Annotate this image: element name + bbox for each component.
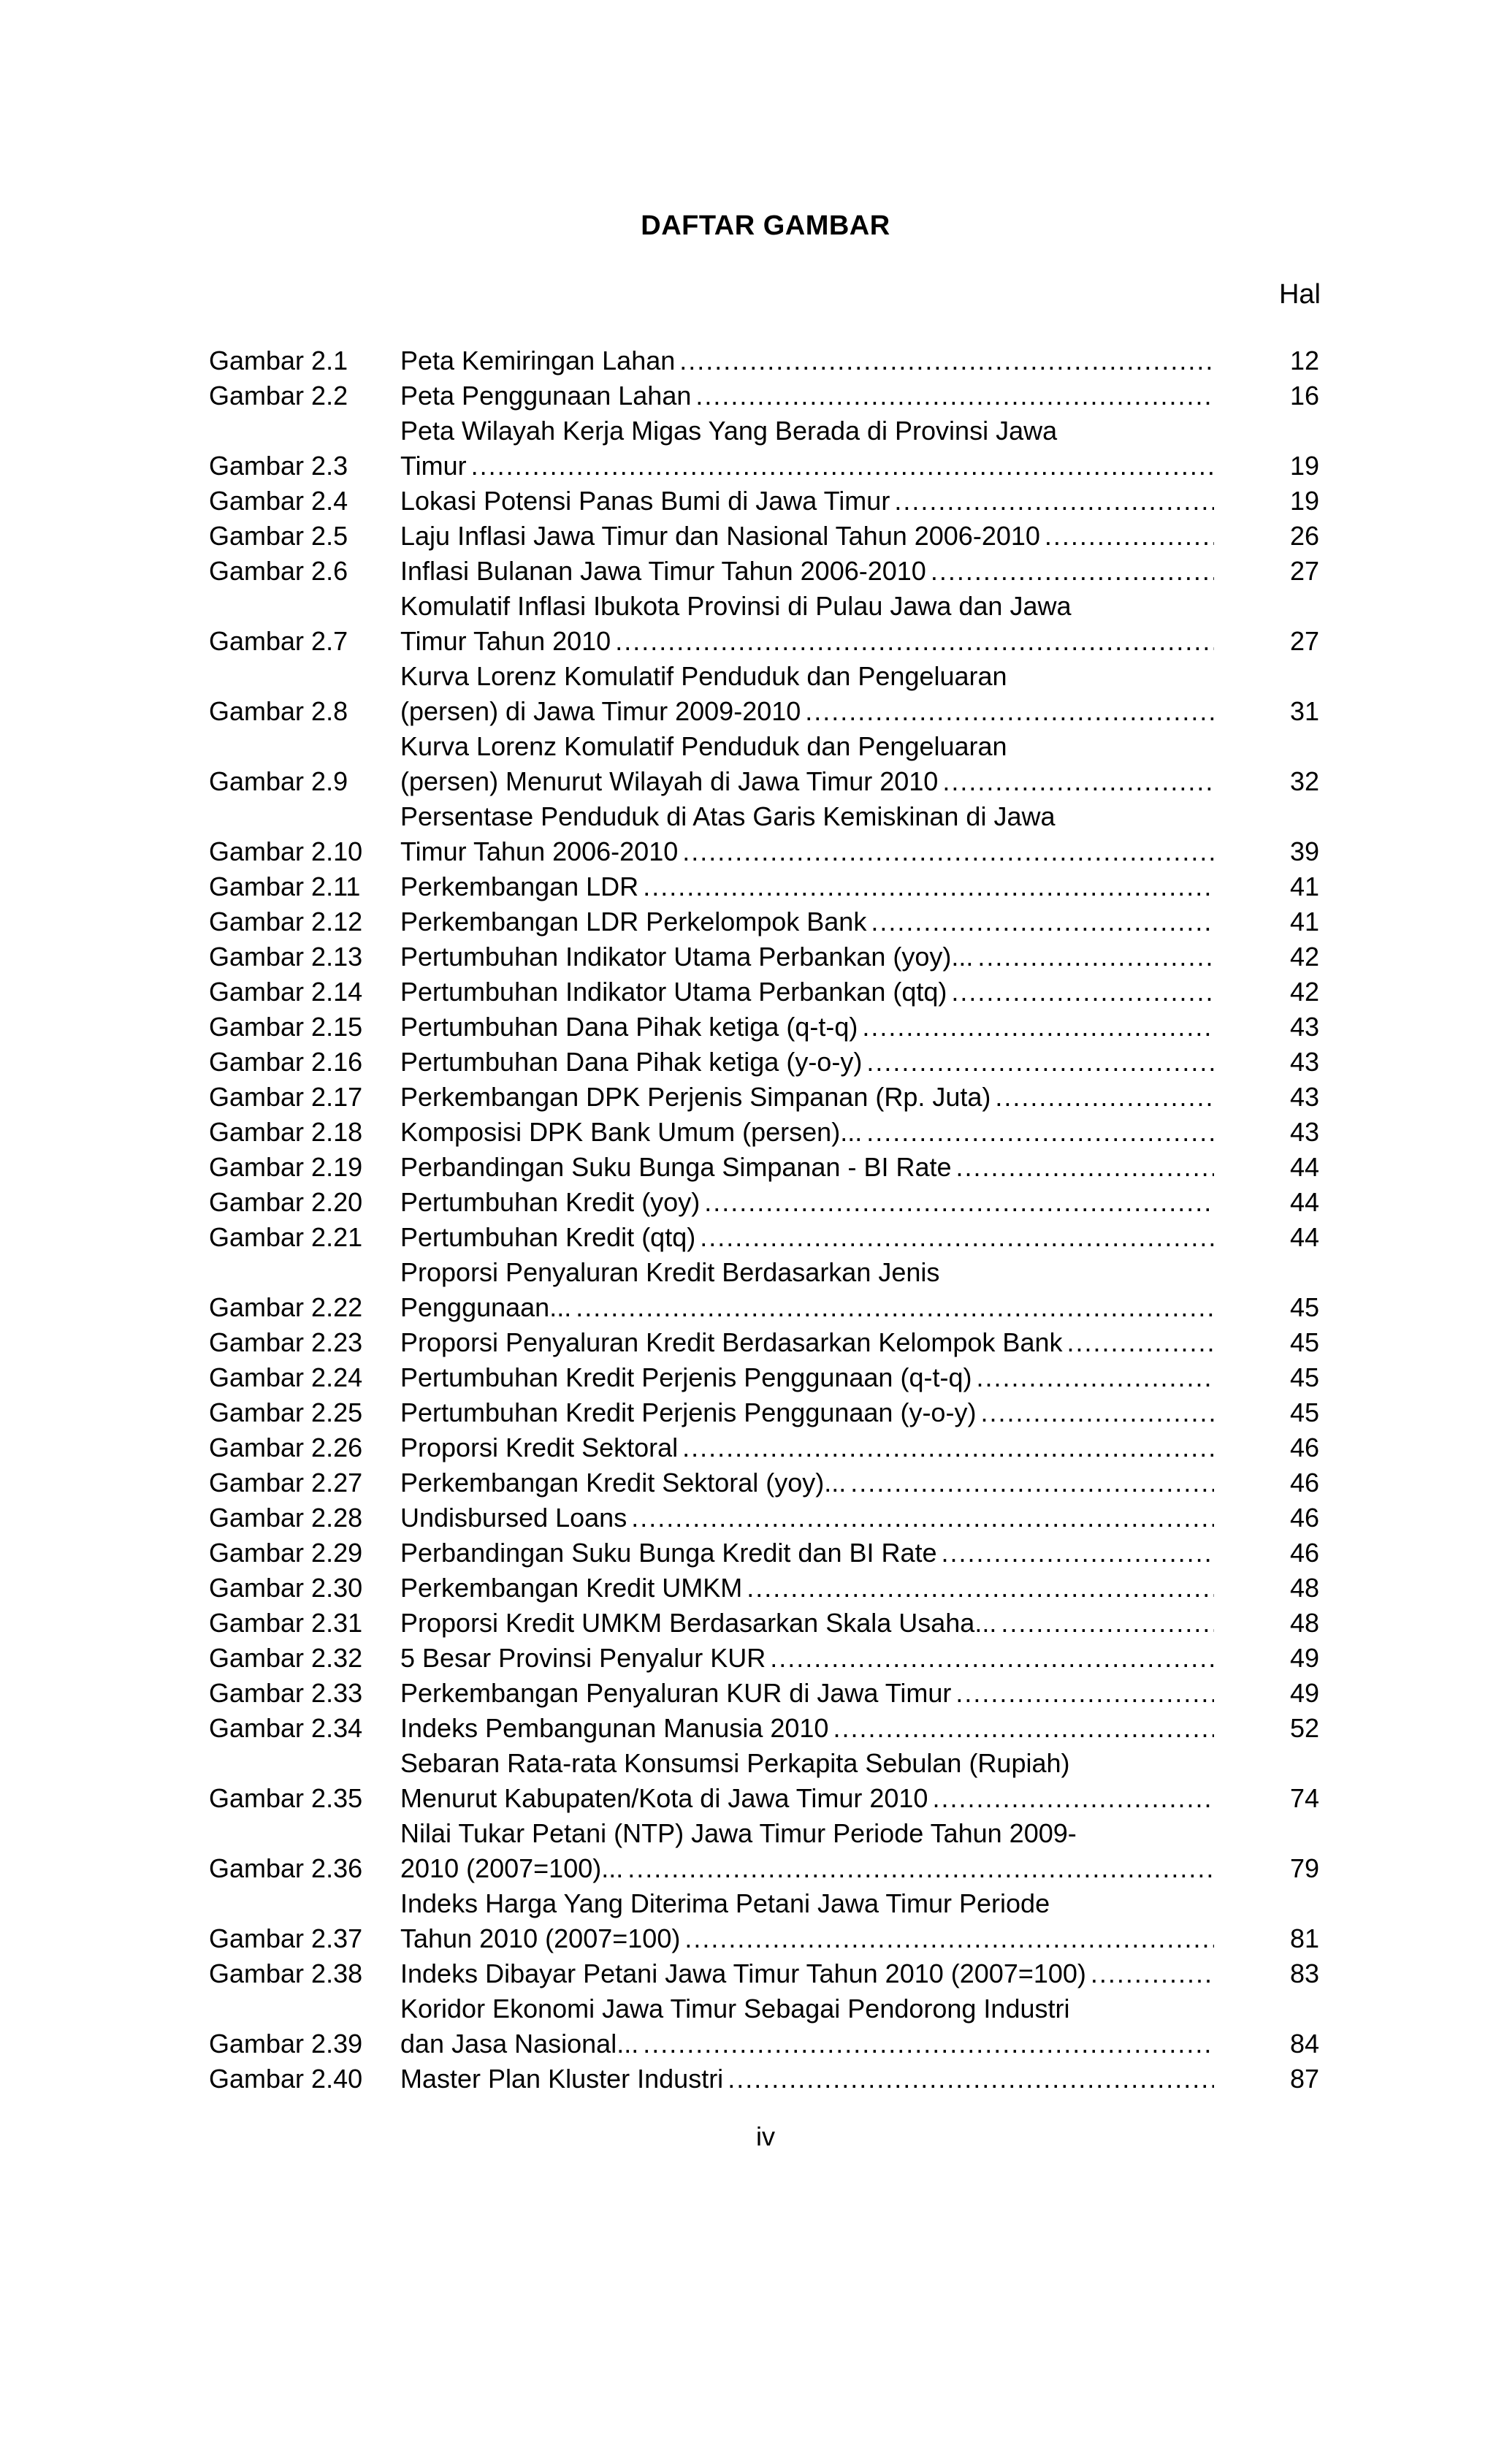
figure-title (400, 2061, 1218, 2097)
figure-title-line: Perkembangan Kredit UMKM (400, 1573, 743, 1603)
figure-title (400, 904, 1218, 939)
figure-title (400, 378, 1218, 413)
figure-title (400, 1816, 1218, 1886)
toc-entry (209, 1711, 1319, 1746)
dot-leader (1067, 1325, 1215, 1360)
figure-title (400, 413, 1218, 484)
page-number: iv (756, 2121, 775, 2151)
figure-title-line: Indeks Harga Yang Diterima Petani Jawa Timur Periode (400, 1888, 1050, 1918)
figure-title (400, 519, 1218, 554)
dot-leader (471, 449, 1214, 484)
page-ref: 83 (1289, 1958, 1319, 1988)
figure-title (400, 1185, 1218, 1220)
toc-entry (209, 1886, 1319, 1956)
page-ref: 43 (1289, 1117, 1319, 1147)
figure-number: Gambar 2.36 (209, 1853, 363, 1883)
figure-number: Gambar 2.14 (209, 977, 363, 1007)
toc-entry (209, 1571, 1319, 1606)
page-title: DAFTAR GAMBAR (641, 210, 890, 241)
figure-number: Gambar 2.31 (209, 1608, 363, 1638)
page-ref: 27 (1289, 626, 1319, 656)
toc-entry (209, 1325, 1319, 1360)
page-ref: 48 (1289, 1608, 1319, 1638)
figure-title (400, 1115, 1218, 1150)
figure-number: Gambar 2.26 (209, 1433, 363, 1462)
figure-title-line: Komposisi DPK Bank Umum (persen)... (400, 1117, 863, 1147)
figure-title-line: Proporsi Kredit Sektoral (400, 1433, 679, 1462)
figure-number: Gambar 2.35 (209, 1783, 363, 1813)
toc-entry (209, 869, 1319, 904)
figure-title-line: Pertumbuhan Kredit Perjenis Penggunaan (q-t-q) (400, 1362, 972, 1392)
figure-title-line: 5 Besar Provinsi Penyalur KUR (400, 1643, 766, 1673)
figure-number: Gambar 2.25 (209, 1397, 363, 1427)
figure-title-line: Inflasi Bulanan Jawa Timur Tahun 2006-2010 (400, 556, 926, 586)
figure-title-line: Pertumbuhan Dana Pihak ketiga (y-o-y) (400, 1047, 863, 1077)
figure-number: Gambar 2.4 (209, 486, 348, 516)
toc-entry (209, 1080, 1319, 1115)
figure-title-line: 2010 (2007=100)... (400, 1853, 624, 1883)
dot-leader (942, 1536, 1214, 1571)
figure-title-line: Laju Inflasi Jawa Timur dan Nasional Tahun 2006-2010 (400, 521, 1040, 551)
figure-number: Gambar 2.8 (209, 696, 348, 726)
dot-leader (976, 1360, 1214, 1395)
figure-title-line: Sebaran Rata-rata Konsumsi Perkapita Sebulan (Rupiah) (400, 1748, 1070, 1778)
figure-number: Gambar 2.23 (209, 1327, 363, 1357)
figure-title-line: Koridor Ekonomi Jawa Timur Sebagai Pendorong Industri (400, 1994, 1070, 2024)
figure-number: Gambar 2.6 (209, 556, 348, 586)
page-ref: 49 (1289, 1643, 1319, 1673)
dot-leader (894, 484, 1214, 519)
toc-entry (209, 939, 1319, 974)
figure-title-line: Menurut Kabupaten/Kota di Jawa Timur 2010 (400, 1783, 928, 1813)
figure-title (400, 1395, 1218, 1430)
figure-title-line: Komulatif Inflasi Ibukota Provinsi di Pulau Jawa dan Jawa (400, 591, 1072, 621)
figure-title-line: Proporsi Penyaluran Kredit Berdasarkan Kelompok Bank (400, 1327, 1063, 1357)
figure-number: Gambar 2.28 (209, 1503, 363, 1533)
page-ref: 48 (1289, 1573, 1319, 1603)
figure-title (400, 1711, 1218, 1746)
figure-title (400, 974, 1218, 1010)
page-ref: 41 (1289, 907, 1319, 937)
figure-number: Gambar 2.32 (209, 1643, 363, 1673)
page-ref: 42 (1289, 942, 1319, 972)
figure-title (400, 1746, 1218, 1816)
page-ref: 46 (1289, 1468, 1319, 1498)
page-ref: 49 (1289, 1678, 1319, 1708)
dot-leader (942, 764, 1214, 799)
figure-number: Gambar 2.29 (209, 1538, 363, 1568)
page-ref: 12 (1289, 346, 1319, 375)
figure-number: Gambar 2.7 (209, 626, 348, 656)
figure-title-line: Persentase Penduduk di Atas Garis Kemiskinan di Jawa (400, 801, 1056, 831)
figure-title-line: (persen) di Jawa Timur 2009-2010 (400, 696, 801, 726)
figure-number: Gambar 2.22 (209, 1292, 363, 1322)
dot-leader (850, 1465, 1214, 1500)
figure-title (400, 1045, 1218, 1080)
toc-entry (209, 1185, 1319, 1220)
toc-entry (209, 1536, 1319, 1571)
dot-leader (951, 974, 1214, 1010)
figure-title (400, 1641, 1218, 1676)
page-ref: 41 (1289, 871, 1319, 901)
figure-number: Gambar 2.27 (209, 1468, 363, 1498)
dot-leader (615, 624, 1214, 659)
figure-number: Gambar 2.21 (209, 1222, 363, 1252)
dot-leader (1001, 1606, 1214, 1641)
dot-leader (932, 1781, 1214, 1816)
figure-title-line: Pertumbuhan Indikator Utama Perbankan (yoy)... (400, 942, 974, 972)
figure-number: Gambar 2.5 (209, 521, 348, 551)
figure-title (400, 729, 1218, 799)
dot-leader (862, 1010, 1214, 1045)
page-ref: 43 (1289, 1012, 1319, 1042)
figure-title (400, 1886, 1218, 1956)
toc-entry (209, 1676, 1319, 1711)
figure-title (400, 869, 1218, 904)
figure-title (400, 484, 1218, 519)
toc-entry (209, 589, 1319, 659)
figure-title-line: Tahun 2010 (2007=100) (400, 1923, 681, 1953)
dot-leader (728, 2061, 1214, 2097)
dot-leader (679, 343, 1214, 378)
figure-title (400, 1571, 1218, 1606)
figure-title (400, 1991, 1218, 2061)
toc-entry (209, 378, 1319, 413)
figure-title (400, 1150, 1218, 1185)
figure-number: Gambar 2.34 (209, 1713, 363, 1743)
toc-entry (209, 1641, 1319, 1676)
figure-title (400, 1956, 1218, 1991)
toc-entry (209, 729, 1319, 799)
toc-entry (209, 1500, 1319, 1536)
figure-number: Gambar 2.9 (209, 766, 348, 796)
dot-leader (1091, 1956, 1214, 1991)
figure-list (209, 343, 1319, 2097)
figure-title-line: Timur (400, 451, 467, 481)
toc-entry (209, 1255, 1319, 1325)
dot-leader (695, 378, 1214, 413)
page-ref: 19 (1289, 486, 1319, 516)
page-ref: 81 (1289, 1923, 1319, 1953)
figure-title-line: Kurva Lorenz Komulatif Penduduk dan Pengeluaran (400, 661, 1007, 691)
figure-title-line: Timur Tahun 2006-2010 (400, 836, 679, 866)
figure-number: Gambar 2.38 (209, 1958, 363, 1988)
dot-leader (704, 1185, 1214, 1220)
figure-title-line: Kurva Lorenz Komulatif Penduduk dan Pengeluaran (400, 731, 1007, 761)
page-ref: 45 (1289, 1362, 1319, 1392)
dot-leader (833, 1711, 1214, 1746)
page-ref: 44 (1289, 1222, 1319, 1252)
toc-entry (209, 1360, 1319, 1395)
figure-title-line: Indeks Dibayar Petani Jawa Timur Tahun 2010 (2007=100) (400, 1958, 1086, 1988)
dot-leader (576, 1290, 1214, 1325)
figure-title (400, 1500, 1218, 1536)
figure-title (400, 1325, 1218, 1360)
figure-title-line: Peta Kemiringan Lahan (400, 346, 676, 375)
toc-entry (209, 1220, 1319, 1255)
toc-entry (209, 1115, 1319, 1150)
page-ref: 16 (1289, 381, 1319, 411)
figure-number: Gambar 2.17 (209, 1082, 363, 1112)
figure-title (400, 1676, 1218, 1711)
toc-entry (209, 343, 1319, 378)
page-ref: 44 (1289, 1152, 1319, 1182)
toc-entry (209, 1991, 1319, 2061)
figure-title-line: Proporsi Kredit UMKM Berdasarkan Skala Usaha... (400, 1608, 997, 1638)
figure-title-line: Perkembangan LDR Perkelompok Bank (400, 907, 867, 937)
figure-number: Gambar 2.37 (209, 1923, 363, 1953)
page-ref: 46 (1289, 1503, 1319, 1533)
toc-entry (209, 1045, 1319, 1080)
toc-entry (209, 1465, 1319, 1500)
toc-entry (209, 1956, 1319, 1991)
toc-entry (209, 799, 1319, 869)
toc-entry (209, 2061, 1319, 2097)
figure-title (400, 1465, 1218, 1500)
figure-title (400, 554, 1218, 589)
figure-title-line: Undisbursed Loans (400, 1503, 627, 1533)
toc-entry (209, 554, 1319, 589)
dot-leader (643, 869, 1214, 904)
page-ref: 45 (1289, 1397, 1319, 1427)
figure-number: Gambar 2.18 (209, 1117, 363, 1147)
figure-number: Gambar 2.11 (209, 871, 361, 901)
page-ref: 84 (1289, 2029, 1319, 2059)
toc-entry (209, 904, 1319, 939)
page-column-header: Hal (1278, 279, 1321, 310)
figure-title-line: Lokasi Potensi Panas Bumi di Jawa Timur (400, 486, 890, 516)
figure-title (400, 659, 1218, 729)
toc-entry (209, 1606, 1319, 1641)
figure-title-line: Pertumbuhan Indikator Utama Perbankan (qtq) (400, 977, 947, 1007)
toc-entry (209, 1150, 1319, 1185)
page-ref: 79 (1289, 1853, 1319, 1883)
figure-title (400, 1360, 1218, 1395)
figure-title-line: Perkembangan LDR (400, 871, 639, 901)
toc-entry (209, 1010, 1319, 1045)
figure-number: Gambar 2.40 (209, 2064, 363, 2094)
figure-title-line: Penggunaan... (400, 1292, 572, 1322)
figure-title-line: Perkembangan DPK Perjenis Simpanan (Rp. Juta) (400, 1082, 991, 1112)
page-ref: 45 (1289, 1292, 1319, 1322)
figure-title-line: dan Jasa Nasional... (400, 2029, 639, 2059)
figure-title-line: Pertumbuhan Dana Pihak ketiga (q-t-q) (400, 1012, 858, 1042)
dot-leader (1045, 519, 1214, 554)
dot-leader (931, 554, 1214, 589)
figure-number: Gambar 2.3 (209, 451, 348, 481)
dot-leader (977, 939, 1214, 974)
figure-number: Gambar 2.30 (209, 1573, 363, 1603)
figure-number: Gambar 2.19 (209, 1152, 363, 1182)
page-ref: 46 (1289, 1433, 1319, 1462)
figure-number: Gambar 2.20 (209, 1187, 363, 1217)
dot-leader (747, 1571, 1214, 1606)
figure-title (400, 1430, 1218, 1465)
toc-entry (209, 484, 1319, 519)
figure-number: Gambar 2.1 (209, 346, 348, 375)
dot-leader (871, 904, 1214, 939)
figure-number: Gambar 2.39 (209, 2029, 363, 2059)
figure-title (400, 799, 1218, 869)
figure-title (400, 939, 1218, 974)
page-ref: 44 (1289, 1187, 1319, 1217)
dot-leader (631, 1500, 1214, 1536)
dot-leader (956, 1150, 1214, 1185)
page-ref: 74 (1289, 1783, 1319, 1813)
figure-title (400, 1606, 1218, 1641)
figure-title (400, 1255, 1218, 1325)
figure-number: Gambar 2.13 (209, 942, 363, 972)
figure-title-line: Timur Tahun 2010 (400, 626, 611, 656)
figure-title-line: Pertumbuhan Kredit Perjenis Penggunaan (y-o-y) (400, 1397, 977, 1427)
dot-leader (682, 834, 1214, 869)
figure-number: Gambar 2.33 (209, 1678, 363, 1708)
dot-leader (805, 694, 1214, 729)
figure-title-line: (persen) Menurut Wilayah di Jawa Timur 2010 (400, 766, 939, 796)
toc-entry (209, 519, 1319, 554)
toc-entry (209, 413, 1319, 484)
dot-leader (995, 1080, 1214, 1115)
dot-leader (980, 1395, 1214, 1430)
toc-entry (209, 974, 1319, 1010)
figure-number: Gambar 2.16 (209, 1047, 363, 1077)
page-ref: 52 (1289, 1713, 1319, 1743)
figure-title (400, 1080, 1218, 1115)
dot-leader (866, 1045, 1214, 1080)
page-ref: 19 (1289, 451, 1319, 481)
figure-number: Gambar 2.12 (209, 907, 363, 937)
toc-entry (209, 1816, 1319, 1886)
figure-title-line: Proporsi Penyaluran Kredit Berdasarkan Jenis (400, 1257, 940, 1287)
page-ref: 32 (1289, 766, 1319, 796)
figure-title-line: Pertumbuhan Kredit (qtq) (400, 1222, 696, 1252)
dot-leader (684, 1921, 1214, 1956)
page-ref: 31 (1289, 696, 1319, 726)
figure-title (400, 1010, 1218, 1045)
figure-title-line: Master Plan Kluster Industri (400, 2064, 724, 2094)
figure-title (400, 343, 1218, 378)
page-ref: 26 (1289, 521, 1319, 551)
dot-leader (955, 1676, 1214, 1711)
page-ref: 87 (1289, 2064, 1319, 2094)
figure-title (400, 589, 1218, 659)
page-ref: 39 (1289, 836, 1319, 866)
page-ref: 27 (1289, 556, 1319, 586)
figure-title-line: Pertumbuhan Kredit (yoy) (400, 1187, 701, 1217)
toc-entry (209, 1746, 1319, 1816)
figure-title (400, 1536, 1218, 1571)
toc-entry (209, 1395, 1319, 1430)
figure-title (400, 1220, 1218, 1255)
figure-title-line: Perkembangan Kredit Sektoral (yoy)... (400, 1468, 847, 1498)
figure-title-line: Peta Penggunaan Lahan (400, 381, 692, 411)
dot-leader (682, 1430, 1214, 1465)
figure-number: Gambar 2.2 (209, 381, 348, 411)
figure-title-line: Perbandingan Suku Bunga Kredit dan BI Rate (400, 1538, 937, 1568)
figure-number: Gambar 2.10 (209, 836, 363, 866)
figure-number: Gambar 2.15 (209, 1012, 363, 1042)
page-ref: 46 (1289, 1538, 1319, 1568)
figure-title-line: Perkembangan Penyaluran KUR di Jawa Timur (400, 1678, 952, 1708)
dot-leader (627, 1851, 1214, 1886)
toc-entry (209, 659, 1319, 729)
figure-title-line: Peta Wilayah Kerja Migas Yang Berada di Provinsi Jawa (400, 416, 1058, 446)
figure-number: Gambar 2.24 (209, 1362, 363, 1392)
dot-leader (643, 2026, 1214, 2061)
page-ref: 43 (1289, 1082, 1319, 1112)
figure-title-line: Nilai Tukar Petani (NTP) Jawa Timur Periode Tahun 2009- (400, 1818, 1077, 1848)
figure-title-line: Perbandingan Suku Bunga Simpanan - BI Rate (400, 1152, 952, 1182)
page-ref: 45 (1289, 1327, 1319, 1357)
dot-leader (866, 1115, 1214, 1150)
dot-leader (770, 1641, 1214, 1676)
dot-leader (700, 1220, 1214, 1255)
toc-entry (209, 1430, 1319, 1465)
page-ref: 43 (1289, 1047, 1319, 1077)
page-ref: 42 (1289, 977, 1319, 1007)
figure-title-line: Indeks Pembangunan Manusia 2010 (400, 1713, 829, 1743)
